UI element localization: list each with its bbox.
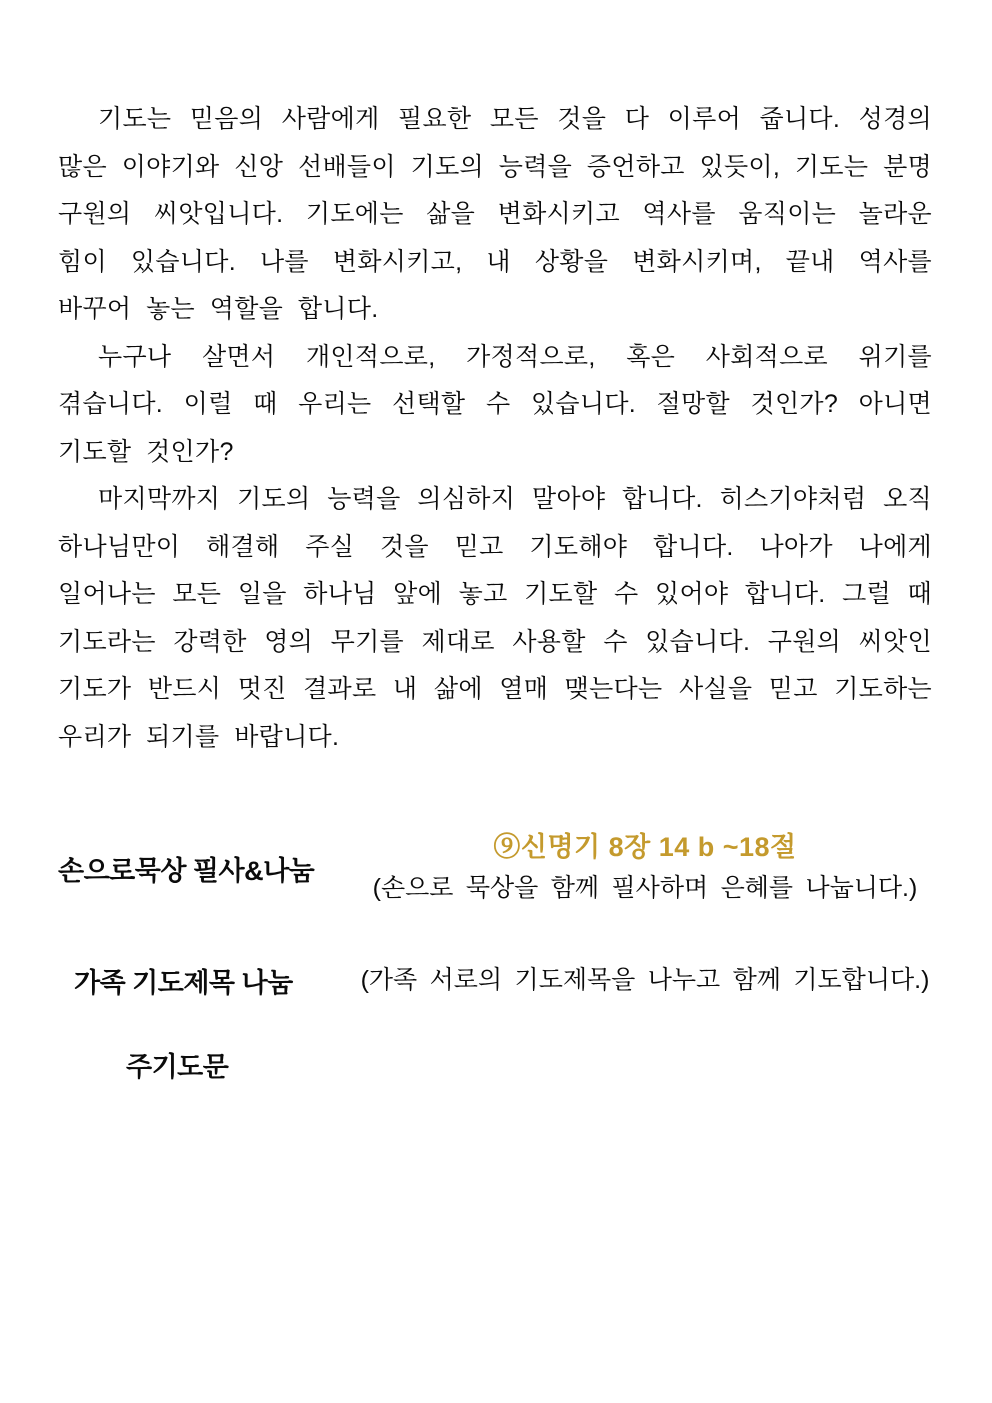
family-prayer-section-detail xyxy=(358,959,932,1001)
program-sections xyxy=(58,827,932,1084)
handwriting-section-note: (손으로 묵상을 함께 필사하며 은혜를 나눕니다.) xyxy=(372,874,918,902)
handwriting-section-detail xyxy=(358,827,932,909)
section-family-prayer xyxy=(58,959,932,1001)
family-prayer-section-label: 가족 기도제목 나눔 xyxy=(74,967,293,998)
handwriting-section-label: 손으로묵상 필사&나눔 xyxy=(58,855,315,886)
scripture-passage-title: ⑨신명기 8장 14 b ~18절 xyxy=(493,832,797,862)
lords-prayer-section-label: 주기도문 xyxy=(126,1052,229,1082)
body-paragraph-trust-god: 마지막까지 기도의 능력을 의심하지 말아야 합니다. 히스기야처럼 오직 하나님만이 해결해 주실 것을 믿고 기도해야 합니다. 나아가 나에게 일어나는 모든 일을 하나님 앞에 놓고 기도할 수 있어야 합니다. 그럴 때 기도라는 강력한 영의 무기를 제대로 사용할 수 있습니다. 구원의 씨앗인 기도가 반드시 멋진 결과로 내 삶에 열매 맺는다는 사실을 믿고 기도하는 우리가 되기를 바랍니다. xyxy=(58,485,932,751)
section-handwriting-meditation xyxy=(58,827,932,909)
section-lords-prayer xyxy=(58,1045,932,1084)
body-paragraph-prayer-power: 기도는 믿음의 사람에게 필요한 모든 것을 다 이루어 줍니다. 성경의 많은 이야기와 신앙 선배들이 기도의 능력을 증언하고 있듯이, 기도는 분명 구원의 씨앗입니다. 기도에는 삶을 변화시키고 역사를 움직이는 놀라운 힘이 있습니다. 나를 변화시키고, 내 상황을 변화시키며, 끝내 역사를 바꾸어 놓는 역할을 합니다. xyxy=(58,105,932,323)
body-paragraph-crisis-choice: 누구나 살면서 개인적으로, 가정적으로, 혹은 사회적으로 위기를 겪습니다. 이럴 때 우리는 선택할 수 있습니다. 절망할 것인가? 아니면 기도할 것인가? xyxy=(58,342,932,466)
family-prayer-section-note: (가족 서로의 기도제목을 나누고 함께 기도합니다.) xyxy=(360,966,930,994)
